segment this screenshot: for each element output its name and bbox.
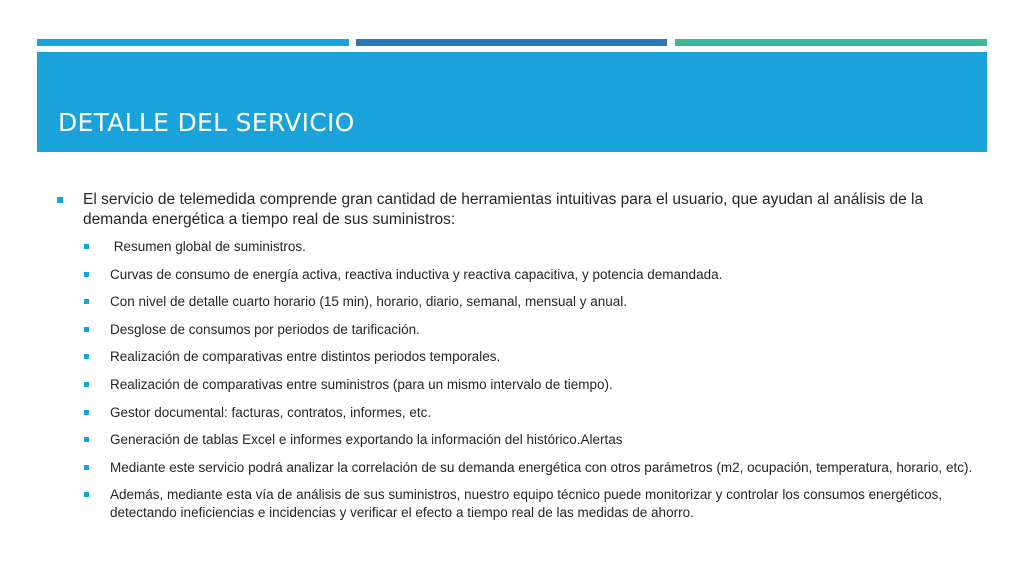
square-bullet-icon [84,299,89,304]
list-item-text: Desglose de consumos por periodos de tarificación. [110,321,420,337]
list-item-text: Con nivel de detalle cuarto horario (15 min), horario, diario, semanal, mensual y anual. [110,294,628,310]
square-bullet-icon [84,327,89,332]
square-bullet-icon [84,437,89,442]
list-item-text: Resumen global de suministros. [110,239,306,254]
list-item [83,431,976,449]
feature-list [56,238,976,522]
square-bullet-icon [84,410,89,415]
intro-bullet [56,190,976,230]
square-bullet-icon [84,492,89,497]
accent-bar-light-blue [37,39,349,46]
square-bullet-icon [57,197,63,203]
list-item-text: Además, mediante esta vía de análisis de sus suministros, nuestro equipo técnico puede monitorizar y controlar los consumos energéticos, detectando ineficiencias e incidencias y verificar el efecto a tiempo real de las medidas de ahorro. [110,487,946,521]
square-bullet-icon [84,244,89,249]
list-item [83,459,976,477]
slide-content [56,190,976,532]
list-item-text: Curvas de consumo de energía activa, reactiva inductiva y reactiva capacitiva, y potencia demandada. [110,266,723,282]
list-item [83,266,976,284]
square-bullet-icon [84,354,89,359]
list-item-text: Realización de comparativas entre distintos periodos temporales. [110,349,501,365]
accent-bar-dark-blue [356,39,667,46]
list-item [83,486,976,522]
list-item-text: Gestor documental: facturas, contratos, informes, etc. [110,404,432,420]
list-item [83,238,976,256]
square-bullet-icon [84,272,89,277]
list-item [83,404,976,422]
square-bullet-icon [84,382,89,387]
slide-title: DETALLE DEL SERVICIO [58,108,355,137]
list-item-text: Generación de tablas Excel e informes exportando la información del histórico.Alertas [110,432,623,448]
list-item-text: Mediante este servicio podrá analizar la correlación de su demanda energética con otros parámetros (m2, ocupación, temperatura, horario, etc). [110,459,973,475]
list-item [83,293,976,311]
intro-text: El servicio de telemedida comprende gran cantidad de herramientas intuitivas para el usuario, que ayudan al análisis de la demanda energética a tiempo real de sus suministros: [83,191,924,228]
accent-bar-teal [675,39,987,46]
list-item [83,376,976,394]
square-bullet-icon [84,465,89,470]
list-item [83,321,976,339]
title-banner [37,52,987,152]
list-item-text: Realización de comparativas entre suministros (para un mismo intervalo de tiempo). [110,376,613,392]
list-item [83,348,976,366]
